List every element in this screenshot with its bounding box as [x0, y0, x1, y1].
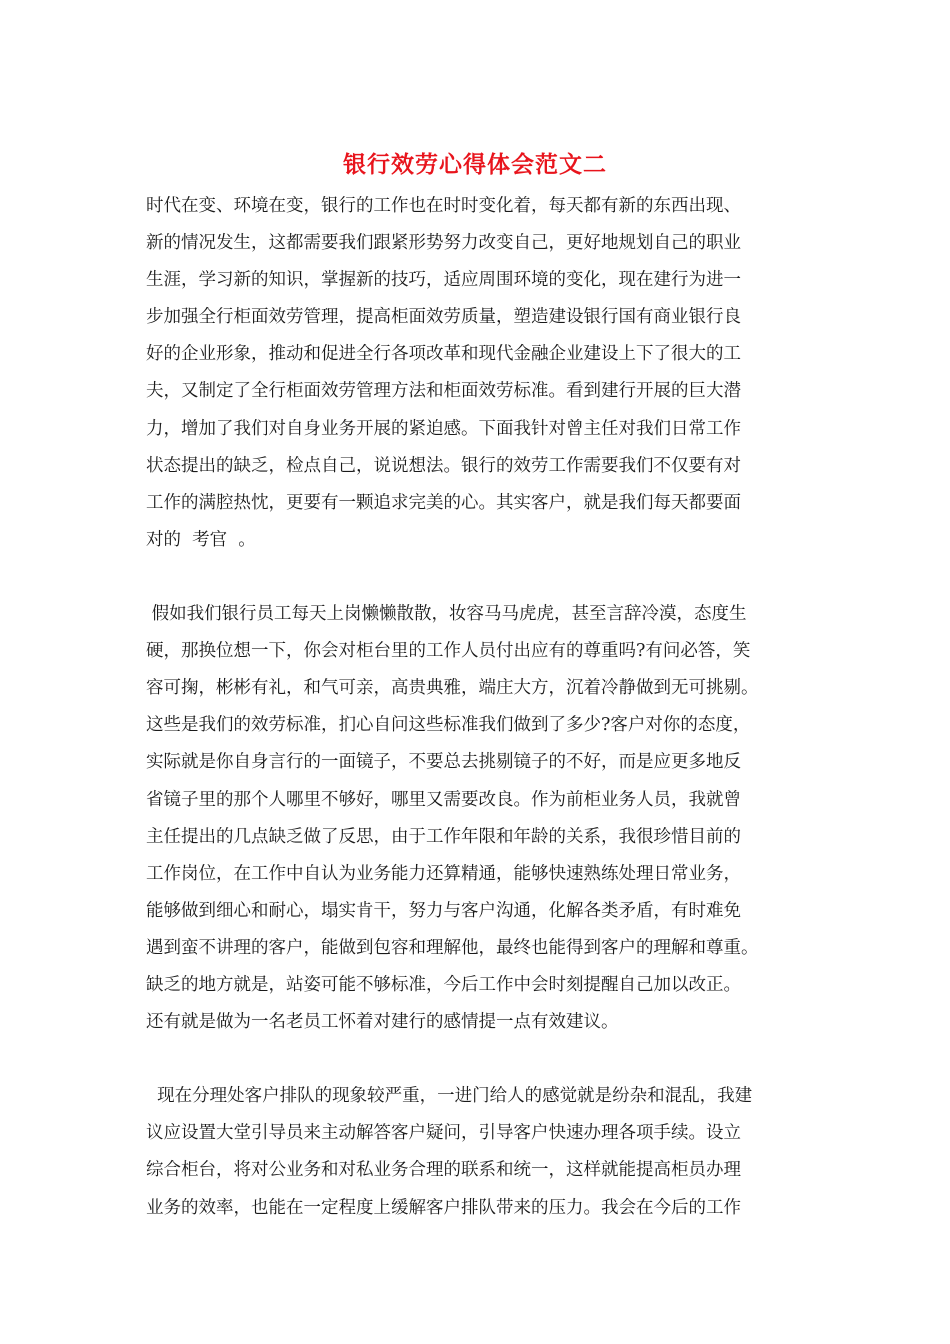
paragraph — [146, 188, 814, 559]
text-line: 假如我们银行员工每天上岗懒懒散散，妆容马马虎虎，甚至言辞冷漠，态度生 — [146, 604, 747, 625]
text-line: 还有就是做为一名老员工怀着对建行的感情提一点有效建议。 — [146, 1012, 619, 1033]
text-line: 状态提出的缺乏，检点自己，说说想法。银行的效劳工作需要我们不仅要有对 — [146, 455, 741, 476]
text-line: 好的企业形象，推动和促进全行各项改革和现代金融企业建设上下了很大的工 — [146, 344, 741, 365]
text-line: 步加强全行柜面效劳管理，提高柜面效劳质量，塑造建设银行国有商业银行良 — [146, 307, 741, 328]
text-line: 硬，那换位想一下，你会对柜台里的工作人员付出应有的尊重吗?有问必答，笑 — [146, 641, 751, 662]
text-line: 新的情况发生，这都需要我们跟紧形势努力改变自己，更好地规划自己的职业 — [146, 233, 741, 254]
text-line: 实际就是你自身言行的一面镜子，不要总去挑剔镜子的不好，而是应更多地反 — [146, 752, 741, 773]
text-line: 主任提出的几点缺乏做了反思，由于工作年限和年龄的关系，我很珍惜目前的 — [146, 826, 741, 847]
text-line: 工作的满腔热忱，更要有一颗追求完美的心。其实客户，就是我们每天都要面 — [146, 492, 741, 513]
text-line: 现在分理处客户排队的现象较严重，一进门给人的感觉就是纷杂和混乱，我建 — [146, 1086, 753, 1107]
text-line: 业务的效率，也能在一定程度上缓解客户排队带来的压力。我会在今后的工作 — [146, 1197, 741, 1218]
text-line: 能够做到细心和耐心，塌实肯干，努力与客户沟通，化解各类矛盾，有时难免 — [146, 900, 741, 921]
text-line: 时代在变、环境在变，银行的工作也在时时变化着，每天都有新的东西出现、 — [146, 196, 741, 216]
text-line: 缺乏的地方就是，站姿可能不够标准，今后工作中会时刻提醒自己加以改正。 — [146, 974, 741, 995]
text-line: 议应设置大堂引导员来主动解答客户疑问，引导客户快速办理各项手续。设立 — [146, 1123, 741, 1144]
text-line: 工作岗位，在工作中自认为业务能力还算精通，能够快速熟练处理日常业务， — [146, 863, 741, 884]
text-line: 省镜子里的那个人哪里不够好，哪里又需要改良。作为前柜业务人员，我就曾 — [146, 789, 741, 810]
paragraph — [146, 596, 814, 1041]
text-line: 容可掬，彬彬有礼，和气可亲，高贵典雅，端庄大方，沉着冷静做到无可挑剔。 — [146, 678, 759, 699]
paragraph — [146, 1078, 814, 1226]
paragraph-gap — [146, 559, 814, 596]
text-line: 力，增加了我们对自身业务开展的紧迫感。下面我针对曾主任对我们日常工作 — [146, 418, 741, 439]
text-line: 夫，又制定了全行柜面效劳管理方法和柜面效劳标准。看到建行开展的巨大潜 — [146, 381, 741, 402]
text-line: 这些是我们的效劳标准，扪心自问这些标准我们做到了多少?客户对你的态度， — [146, 715, 751, 736]
text-line: 遇到蛮不讲理的客户，能做到包容和理解他，最终也能得到客户的理解和尊重。 — [146, 937, 759, 958]
document-title: 银行效劳心得体会范文二 — [343, 151, 607, 178]
text-line: 综合柜台，将对公业务和对私业务合理的联系和统一，这样就能提高柜员办理 — [146, 1160, 741, 1181]
text-line: 生涯，学习新的知识，掌握新的技巧，适应周围环境的变化，现在建行为进一 — [146, 270, 741, 291]
paragraph-gap — [146, 1041, 814, 1078]
document-body — [146, 188, 814, 1227]
text-line: 对的 考官 。 — [146, 529, 256, 550]
